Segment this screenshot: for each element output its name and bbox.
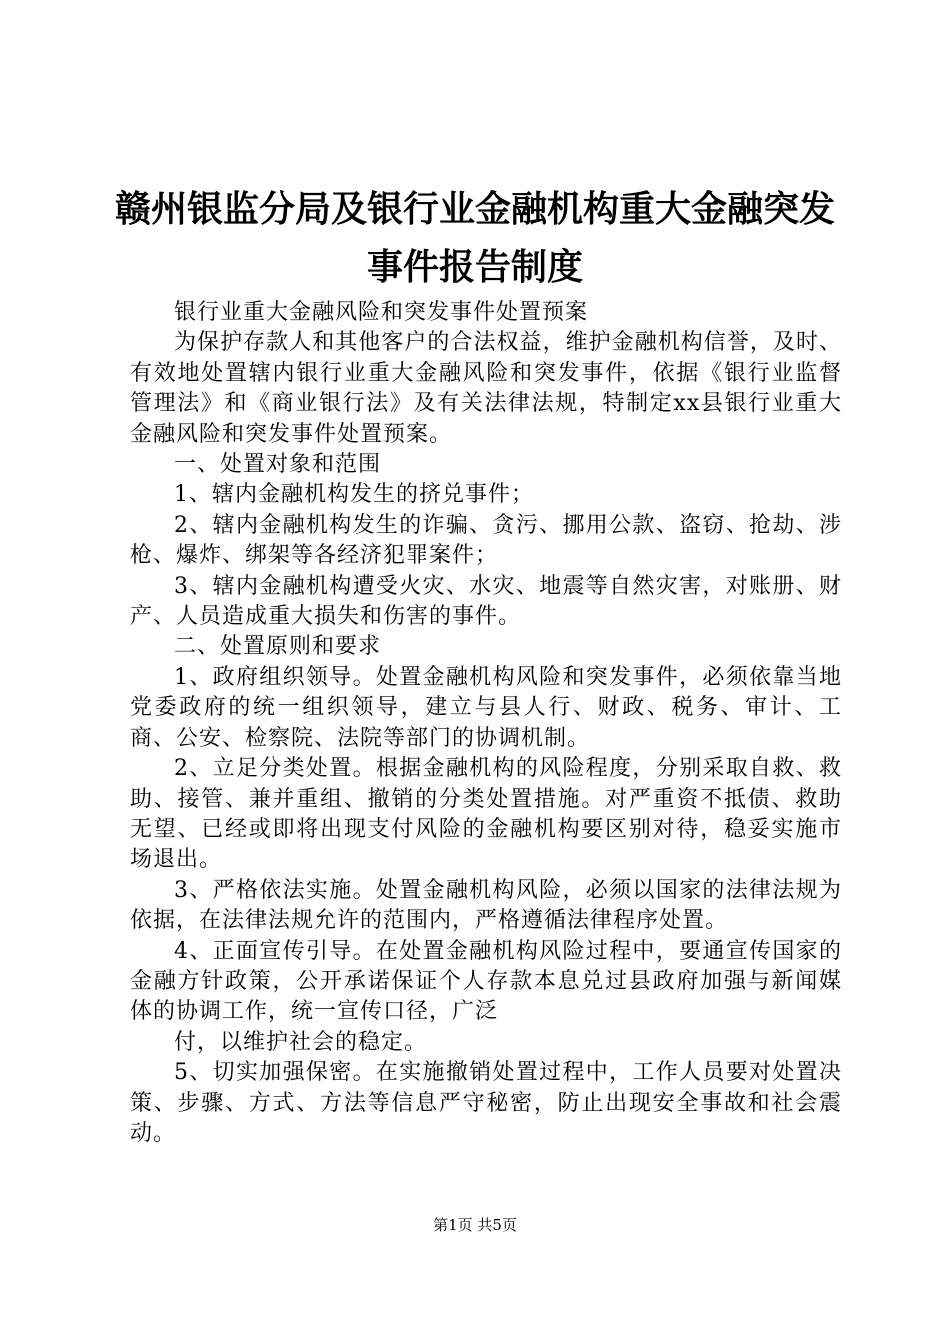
section-heading-2: 二、处置原则和要求 bbox=[174, 634, 382, 660]
page-number-footer: 第1页 共5页 bbox=[433, 1216, 517, 1234]
document-body bbox=[130, 298, 842, 1149]
document-title-line-1: 赣州银监分局及银行业金融机构重大金融突发 bbox=[114, 189, 835, 230]
paragraph-item: 2、立足分类处置。根据金融机构的风险程度，分别采取自救、救助、接管、兼并重组、撤销的分类处置措施。对严重资不抵债、救助无望、已经或即将出现支付风险的金融机构要区别对待，稳妥实施市场退出。 bbox=[130, 756, 842, 873]
paragraph-item: 3、辖内金融机构遭受火灾、水灾、地震等自然灾害，对账册、财产、人员造成重大损失和伤害的事件。 bbox=[130, 573, 842, 630]
document-title-line-2: 事件报告制度 bbox=[366, 247, 583, 288]
paragraph-item: 3、严格依法实施。处置金融机构风险，必须以国家的法律法规为依据，在法律法规允许的范围内，严格遵循法律程序处置。 bbox=[130, 877, 842, 934]
section-heading-1: 一、处置对象和范围 bbox=[174, 452, 382, 478]
paragraph-item: 1、政府组织领导。处置金融机构风险和突发事件，必须依靠当地党委政府的统一组织领导，建立与县人行、财政、税务、审计、工商、公安、检察院、法院等部门的协调机制。 bbox=[130, 664, 842, 751]
paragraph-item: 5、切实加强保密。在实施撤销处置过程中，工作人员要对处置决策、步骤、方式、方法等信息严守秘密，防止出现安全事故和社会震动。 bbox=[130, 1060, 842, 1146]
paragraph-subtitle: 银行业重大金融风险和突发事件处置预案 bbox=[174, 300, 589, 325]
paragraph-intro: 为保护存款人和其他客户的合法权益，维护金融机构信誉，及时、有效地处置辖内银行业重大金融风险和突发事件，依据《银行业监督管理法》和《商业银行法》及有关法律法规，特制定xx县银行业重大金融风险和突发事件处置预案。 bbox=[130, 330, 842, 447]
paragraph-item: 付，以维护社会的稳定。 bbox=[174, 1029, 428, 1055]
paragraph-item: 1、辖内金融机构发生的挤兑事件； bbox=[174, 482, 534, 508]
paragraph-item: 4、正面宣传引导。在处置金融机构风险过程中，要通宣传国家的金融方针政策，公开承诺保证个人存款本息兑过县政府加强与新闻媒体的协调工作，统一宣传口径，广泛 bbox=[130, 938, 842, 1025]
paragraph-item: 2、辖内金融机构发生的诈骗、贪污、挪用公款、盗窃、抢劫、涉枪、爆炸、绑架等各经济犯罪案件； bbox=[130, 512, 842, 569]
